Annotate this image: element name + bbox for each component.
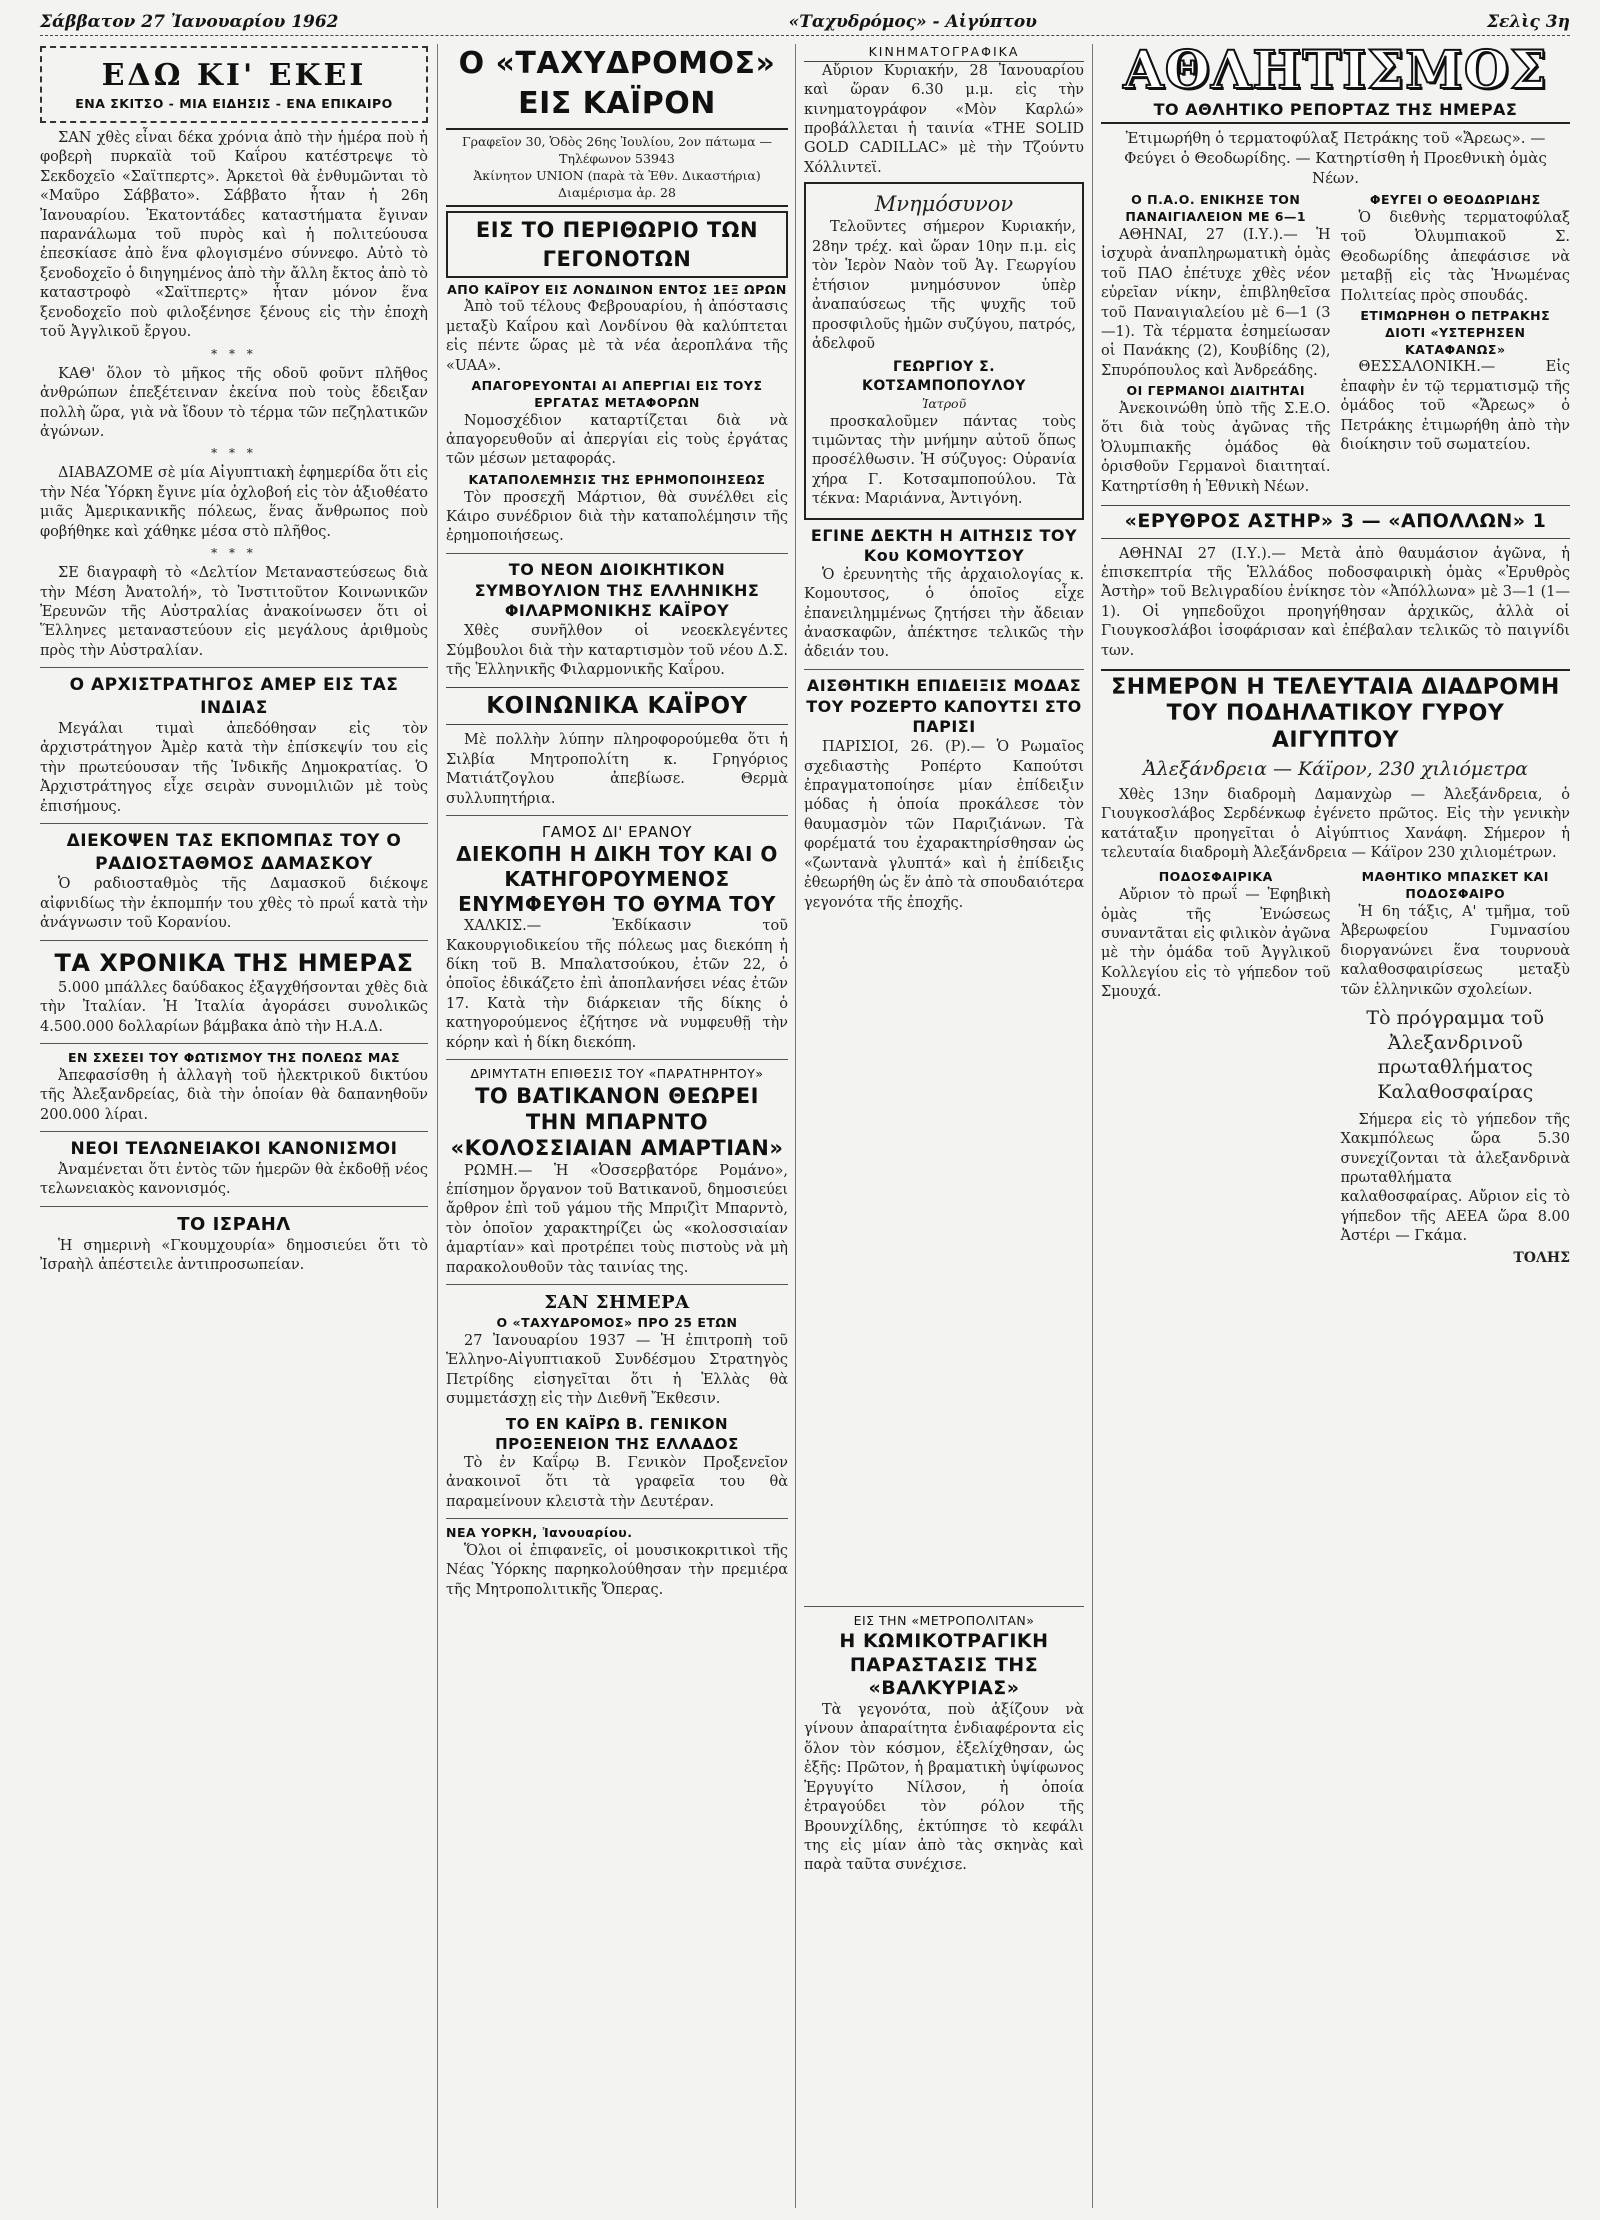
- headline-radio: ΔΙΕΚΟΨΕΝ ΤΑΣ ΕΚΠΟΜΠΑΣ ΤΟΥ Ο ΡΑΔΙΟΣΤΑΘΜΟΣ ΔΑΜΑΣΚΟΥ: [66, 830, 402, 874]
- headline-kinimatografika: ΚΙΝΗΜΑΤΟΓΡΑΦΙΚΑ: [804, 44, 1084, 62]
- paragraph: Αὔριον τὸ πρωΐ — Ἐφηβικὴ ὁμὰς τῆς Ἑνώσεως συναντᾶται εἰς φιλικὸν ἀγῶνα μὲ τὴν ὁμάδα τοῦ Ἀγγλικοῦ Κολλεγίου εἰς τὸ γήπεδον τοῦ Σμουχά.: [1101, 887, 1331, 1001]
- paragraph: Ὁ ραδιοσταθμὸς τῆς Δαμασκοῦ διέκοψε αἰφνιδίως τὴν ἐκπομπήν του χθὲς τὸ πρωΐ κατὰ τὴν ἀνάγνωσιν τοῦ Κορανίου.: [40, 876, 428, 932]
- paragraph: Τὰ γεγονότα, ποὺ ἀξίζουν νὰ γίνουν ἀπαραίτητα ἐνδιαφέροντα εἰς ὅλον τὸν κόσμον, ἐξελίχθησαν, ὡς ἑξῆς: Πρῶτον, ἡ βραματικὴ ὑψίφωνος Ἐργυγίτο Νίλσον, ἡ ὁποία ἐτραγούδει τὸν ρόλον τῆς Βρουνχίλδης, ἐκτύπησε τὸ κεφάλι της εἰς μίαν ἀπὸ τὰς σκηνὰς καὶ παρὰ ταῦτα συνέχισε.: [804, 1702, 1084, 1874]
- paragraph: ΣΑΝ χθὲς εἶναι δέκα χρόνια ἀπὸ τὴν ἡμέρα ποὺ ἡ φοβερὴ πυρκαϊὰ τοῦ Καΐρου κατέστρεψε τὸ Σεκδοχεῖο «Σαϊτπερτς». Ἀρκετοὶ θὰ ἐνθυμῶνται τὸ «Μαῦρο Σάββατο». Σάββατο ἦταν ἡ 26η Ἰανουαρίου. Ἐκατοντάδες καταστήματα ἔγιναν παρανάλωμα τοῦ πυρὸς καὶ ἡ πολιτεύουσα ἐπεσκίασε ἀπὸ ἕνα φλογισμένο σύννεφο. Αὐτὸ τὸ ξενοδοχεῖο ὁ διηγημένος ἀπὸ τὴν ἄλλη ἔκτος ἀπὸ τὸ καταστροφὸ «Σαϊτπερτς» ἦταν μόνον ἕνα ξενοδοχεῖο ποὺ φιλοξένησε ξένους εἰς τὴν ἐποχὴ τοῦ Ἀγγλικοῦ ἔργου.: [40, 129, 428, 341]
- divider: [40, 823, 428, 824]
- headline-pao: Ο Π.Α.Ο. ΕΝΙΚΗΣΕ ΤΟΝ ΠΑΝΑΙΓΙΑΛΕΙΟΝ ΜΕ 6—1: [1125, 192, 1307, 225]
- divider: [40, 1206, 428, 1207]
- header-page: Σελὶς 3η: [1487, 11, 1570, 32]
- subhead-cycling-route: Ἀλεξάνδρεια — Κάϊρον, 230 χιλιόμετρα: [1143, 758, 1528, 781]
- paragraph: Τὸν προσεχῆ Μάρτιον, θὰ συνέλθει εἰς Κάιρο συνέδριον διὰ τὴν καταπολέμησιν τῆς ἐρημοποιήσεως.: [446, 489, 788, 545]
- subhead-25-years: Ο «ΤΑΧΥΔΡΟΜΟΣ» ΠΡΟ 25 ΕΤΩΝ: [496, 1315, 738, 1331]
- sports-subtitle: ΤΟ ΑΘΛΗΤΙΚΟ ΡΕΠΟΡΤΑΖ ΤΗΣ ΗΜΕΡΑΣ: [1101, 99, 1570, 124]
- headline-programme: Τὸ πρόγραμμα τοῦ Ἀλεξανδρινοῦ πρωταθλήματος Καλαθοσφαίρας: [1366, 1006, 1545, 1104]
- column-4: [1101, 44, 1570, 2208]
- paragraph: Ἀπὸ τοῦ τέλους Φεβρουαρίου, ἡ ἀπόστασις μεταξὺ Καΐρου καὶ Λονδίνου θὰ καλύπτεται εἰς πέντε ὥρας μὲ τὰ νέα ἀεροπλάνα τῆς «UAA».: [446, 299, 788, 374]
- headline-philharmonic: ΤΟ ΝΕΟΝ ΔΙΟΙΚΗΤΙΚΟΝ ΣΥΜΒΟΥΛΙΟΝ ΤΗΣ ΕΛΛΗΝΙΚΗΣ ΦΙΛΑΡΜΟΝΙΚΗΣ ΚΑΪΡΟΥ: [474, 559, 760, 621]
- headline-diki: ΔΙΕΚΟΠΗ Η ΔΙΚΗ ΤΟΥ ΚΑΙ Ο ΚΑΤΗΓΟΡΟΥΜΕΝΟΣ ΕΝΥΜΦΕΥΘΗ ΤΟ ΘΥΜΑ ΤΟΥ: [456, 842, 778, 917]
- paragraph: Ὁ ἐρευνητὴς τῆς ἀρχαιολογίας κ. Κομουτσος, ὁ ὁποῖος εἶχε ἐπανειλημμένως ζητήσει τὴν ἄδειαν ἀνασκαφῶν, ἀπέκτησε τελικῶς τὴν ἀδειάν του.: [804, 566, 1084, 661]
- divider: [446, 1059, 788, 1060]
- sports-intro: Ἐτιμωρήθη ὁ τερματοφύλαξ Πετράκης τοῦ «Ἄρεως». — Φεύγει ὁ Θεοδωρίδης. — Κατηρτίσθη ἡ Προεθνικὴ ὁμὰς Νέων.: [1124, 129, 1547, 188]
- headline-san-simera: ΣΑΝ ΣΗΜΕΡΑ: [544, 1292, 690, 1314]
- banner-title: Ο «ΤΑΧΥΔΡΟΜΟΣ» ΕΙΣ ΚΑΪΡΟΝ: [446, 44, 788, 130]
- header-date: Σάββατον 27 Ἰανουαρίου 1962: [40, 11, 339, 32]
- divider: [446, 553, 788, 554]
- paragraph: Μὲ πολλὴν λύπην πληροφορούμεθα ὅτι ἡ Σιλβία Μητροπολίτη κ. Γρηγόριος Ματιάτζογλου ἀπεβίωσε. Θερμὰ συλλυπητήρια.: [446, 732, 788, 807]
- divider: [804, 669, 1084, 670]
- paragraph: ΣΕ διαγραφὴ τὸ «Δελτίον Μεταναστεύσεως διὰ τὴν Μέση Ἀνατολή», τὸ Ἰνστιτοῦτον Κοινωνικῶν Ἐρευνῶν τῆς Αὐστραλίας ἀνακοίνωσεν ὅτι οἱ Ἕλληνες μεταναστεύουν εἰς μεγάλους ἀριθμοὺς πρὸς τὴν Αὐστραλίαν.: [40, 565, 428, 659]
- dateline-new-york: ΝΕΑ ΥΟΡΚΗ, Ἰανουαρίου.: [446, 1525, 633, 1541]
- separator: * * *: [211, 546, 257, 561]
- address-line-2: Ἀκίνητον UNION (παρὰ τὰ Ἐθν. Δικαστήρια) Διαμέρισμα ἀρ. 28: [446, 168, 788, 208]
- metropolitan-article: [804, 1600, 1084, 2200]
- author-signature: ΤΟΛΗΣ: [1513, 1249, 1570, 1266]
- divider: [40, 1131, 428, 1132]
- headline-red-star: «ΕΡΥΘΡΟΣ ΑΣΤΗΡ» 3 — «ΑΠΟΛΛΩΝ» 1: [1101, 505, 1570, 538]
- paragraph: Ἀνεκοινώθη ὑπὸ τῆς Σ.Ε.Ο. ὅτι διὰ τοὺς ἀγῶνας τῆς Ὀλυμπιακῆς ὁμάδος θὰ ὁρισθοῦν Γερμανοὶ διαιτηταί. Κατηρτίσθη ἡ Ἐθνικὴ Νέων.: [1101, 400, 1331, 495]
- headline-vatican: ΤΟ ΒΑΤΙΚΑΝΟΝ ΘΕΩΡΕΙ ΤΗΝ ΜΠΑΡΝΤΟ «ΚΟΛΟΣΣΙΑΙΑΝ ΑΜΑΡΤΙΑΝ»: [450, 1083, 784, 1161]
- sports-left-subcolumn: [1101, 192, 1331, 499]
- paragraph: Ἡ σημερινὴ «Γκουμχουρία» δημοσιεύει ὅτι τὸ Ἰσραὴλ ἀπέστειλε ἀντιπροσωπείαν.: [40, 1237, 428, 1274]
- paragraph: 27 Ἰανουαρίου 1937 — Ἡ ἐπιτροπὴ τοῦ Ἑλληνο-Αἰγυπτιακοῦ Συνδέσμου Στρατηγὸς Πετρίδης εἰσηγεῖται ὅτι ἡ Ἑλλὰς θὰ συμμετάσχῃ εἰς τὴν Διεθνῆ Ἔκθεσιν.: [446, 1332, 788, 1408]
- box-title: ΕΔΩ ΚΙ' ΕΚΕΙ: [101, 58, 367, 93]
- headline-chronika: ΤΑ ΧΡΟΝΙΚΑ ΤΗΣ ΗΜΕΡΑΣ: [54, 948, 414, 977]
- subhead-desert: ΚΑΤΑΠΟΛΕΜΗΣΙΣ ΤΗΣ ΕΡΗΜΟΠΟΙΗΣΕΩΣ: [468, 471, 766, 487]
- headline-koinonika: ΚΟΙΝΩΝΙΚΑ ΚΑΪΡΟΥ: [446, 687, 788, 726]
- memorial-notice: [804, 182, 1084, 519]
- headline-telonia: ΝΕΟΙ ΤΕΛΩΝΕΙΑΚΟΙ ΚΑΝΟΝΙΣΜΟΙ: [70, 1139, 398, 1160]
- paragraph: Αὔριον Κυριακήν, 28 Ἰανουαρίου καὶ ὥραν 6.30 μ.μ. εἰς τὴν κινηματογράφον «Μὸν Καρλώ» προβάλλεται ἡ ταινία «THE SOLID GOLD CADILLAC» μὲ τὴν Τζούντυ Χόλλιντεϊ.: [804, 62, 1084, 176]
- headline-podosfairika: ΠΟΔΟΣΦΑΙΡΙΚΑ: [1158, 869, 1273, 885]
- headline-petrakis: ΕΤΙΜΩΡΗΘΗ Ο ΠΕΤΡΑΚΗΣ ΔΙΟΤΙ «ΥΣΤΕΡΗΣΕΝ ΚΑΤΑΦΑΝΩΣ»: [1360, 308, 1551, 357]
- headline-photismos: ΕΝ ΣΧΕΣΕΙ ΤΟΥ ΦΩΤΙΣΜΟΥ ΤΗΣ ΠΟΛΕΩΣ ΜΑΣ: [68, 1050, 400, 1066]
- subhead-london: ΑΠΟ ΚΑΪΡΟΥ ΕΙΣ ΛΟΝΔΙΝΟΝ ΕΝΤΟΣ 1ΕΞ ΩΡΩΝ: [447, 281, 787, 297]
- paragraph: ΠΑΡΙΣΙΟΙ, 26. (Ρ).— Ὁ Ρωμαῖος σχεδιαστὴς Ροπέρτο Καπούτσι ἐπραγματοποίησε μίαν ἐπίδειξιν μόδας ἡ ὁποία προκάλεσε τὸν θαυμασμὸν τῶν Παριζιάνων. Τὰ φορέματά του ἐχαρακτηρίσθησαν ὡς «ζωντανὰ γλυπτά» καὶ ἡ ἐπίδειξις ἐθεωρήθη ὡς ἕν ἀπὸ τὰ σπουδαιότερα γεγονότα τῆς ἐποχῆς.: [804, 739, 1084, 911]
- paragraph: Χθὲς συνῆλθον οἱ νεοεκλεγέντες Σύμβουλοι διὰ τὴν καταρτισμὸν τοῦ νέου Δ.Σ. τῆς Ἑλληνικῆς Φιλαρμονικῆς Καΐρου.: [446, 623, 788, 679]
- paragraph: Μεγάλαι τιμαὶ ἀπεδόθησαν εἰς τὸν ἀρχιστράτηγον Ἀμὲρ κατὰ τὴν ἐπίσκεψίν του εἰς τὴν πρωτεύουσαν τῆς Ἰνδικῆς Δημοκρατίας. Ὁ Ἀρχιστράτηγος εἶχε σειρὰν συνομιλιῶν μὲ τοὺς ἐπισήμους.: [40, 720, 428, 815]
- divider: [804, 1606, 1084, 1607]
- headline-germans: ΟΙ ΓΕΡΜΑΝΟΙ ΔΙΑΙΤΗΤΑΙ: [1126, 383, 1305, 399]
- headline-perithorio: ΕΙΣ ΤΟ ΠΕΡΙΘΩΡΙΟ ΤΩΝ ΓΕΓΟΝΟΤΩΝ: [446, 211, 788, 277]
- separator: * * *: [211, 446, 257, 461]
- divider: [446, 815, 788, 816]
- paragraph: ΘΕΣΣΑΛΟΝΙΚΗ.— Εἰς ἐπαφὴν ἐν τῷ τερματισμῷ τῆς ὁμάδος τοῦ «Ἄρεως» ὁ Πετράκης ἐτιμωρήθη ἀπὸ τὴν διοίκησιν τοῦ σωματείου.: [1340, 359, 1570, 454]
- address-line-1: Γραφεῖον 30, Ὁδὸς 26ης Ἰουλίου, 2ον πάτωμα — Τηλέφωνον 53943: [461, 134, 773, 167]
- divider: [40, 667, 428, 668]
- column-rule: [437, 44, 438, 2208]
- paragraph: Ἀπεφασίσθη ἡ ἀλλαγὴ τοῦ ἠλεκτρικοῦ δικτύου τῆς Ἀλεξανδρείας, διὰ τὴν ὁποίαν θὰ δαπανηθοῦν 200.000 λίραι.: [40, 1067, 428, 1123]
- sports-lower-right: [1341, 869, 1571, 1267]
- paragraph: Τὸ ἐν Καΐρῳ Β. Γενικὸν Προξενεῖον ἀνακοινοῖ ὅτι τὰ γραφεῖα του θὰ παραμείνουν κλειστὰ τὴν Δευτέραν.: [446, 1454, 788, 1510]
- paragraph: Ὁ διεθνὴς τερματοφύλαξ τοῦ Ὀλυμπιακοῦ Σ. Θεοδωρίδης ἀπεφάσισε νὰ μεταβῇ εἰς τὰς Ἠνωμένας Πολιτείας πρὸς σπουδάς.: [1340, 210, 1570, 304]
- column-rule: [795, 44, 796, 2208]
- paragraph: Ὅλοι οἱ ἐπιφανεῖς, οἱ μουσικοκριτικοὶ τῆς Νέας Ὑόρκης παρηκολούθησαν τὴν πρεμιέρα τῆς Μητροπολιτικῆς Ὄπερας.: [446, 1542, 788, 1598]
- column-rule: [1092, 44, 1093, 2208]
- box-subtitle: ΕΝΑ ΣΚΙΤΣΟ - ΜΙΑ ΕΙΔΗΣΙΣ - ΕΝΑ ΕΠΙΚΑΙΡΟ: [75, 96, 393, 112]
- kicker-paratiritis: ΔΡΙΜΥΤΑΤΗ ΕΠΙΘΕΣΙΣ ΤΟΥ «ΠΑΡΑΤΗΡΗΤΟΥ»: [470, 1066, 764, 1082]
- paragraph: Νομοσχέδιον καταρτίζεται διὰ νὰ ἀπαγορευθοῦν αἱ ἀπεργίαι εἰς τοὺς ἐργάτας τῶν μέσων μεταφοράς.: [446, 412, 788, 468]
- headline-komoutsos: ΕΓΙΝΕ ΔΕΚΤΗ Η ΑΙΤΗΣΙΣ ΤΟΥ Κου ΚΟΜΟΥΤΣΟΥ: [810, 525, 1078, 565]
- paragraph: Τελοῦντες σήμερον Κυριακήν, 28ην τρέχ. καὶ ὥραν 10ην π.μ. εἰς τὸν Ἱερὸν Ναὸν τοῦ Ἁγ. Γεωργίου ἐτήσιον μνημόσυνον ὑπὲρ ἀναπαύσεως τῆς ψυχῆς τοῦ προσφιλοῦς ἡμῶν συζύγου, πατρός, ἀδελφοῦ: [812, 219, 1076, 352]
- paragraph: ΧΑΛΚΙΣ.— Ἐκδίκασιν τοῦ Κακουργιοδικείου τῆς πόλεως μας διεκόπη ἡ δίκη τοῦ Β. Μπαλατσούκου, ἐτῶν 22, ὁ ὁποῖος ἐδικάζετο ἐπὶ ἀποπλανήσει νέας ἐτῶν 17. Κατὰ τὴν διάρκειαν τῆς δίκης ὁ κατηγορούμενος ἐζήτησε νὰ νυμφευθῇ τὴν κόρην καὶ ἡ δίκη διεκόπη.: [446, 918, 788, 1051]
- memorial-name: ΓΕΩΡΓΙΟΥ Σ. ΚΟΤΣΑΜΠΟΠΟΥΛΟΥ: [862, 359, 1026, 395]
- kicker-metropolitan: ΕΙΣ ΤΗΝ «ΜΕΤΡΟΠΟΛΙΤΑΝ»: [853, 1613, 1035, 1628]
- paragraph: 5.000 μπάλλες δαύδακος ἐξαγχθήσονται χθὲς διὰ τὴν Ἰταλίαν. Ἡ Ἰταλία ἀγοράσει συνολικῶς 4.500.000 δολλαρίων βάμβακα ἀπὸ τὴν Η.Α.Δ.: [40, 979, 428, 1035]
- headline-archistrategos: Ο ΑΡΧΙΣΤΡΑΤΗΓΟΣ ΑΜΕΡ ΕΙΣ ΤΑΣ ΙΝΔΙΑΣ: [69, 675, 399, 719]
- headline-israel: ΤΟ ΙΣΡΑΗΛ: [177, 1213, 291, 1235]
- paragraph: ΑΘΗΝΑΙ, 27 (Ι.Υ.).— Ἡ ἰσχυρὰ ἀναπληρωματικὴ ὁμὰς τοῦ ΠΑΟ ἐπέτυχε χθὲς νέον εὐρεῖαν νίκην, ἐπιβληθεῖσα τοῦ Παναιγιαλείου μὲ 6—1 (3—1). Τὰ τέρματα ἐσημείωσαν οἱ Πανάκης (2), Κουβίδης (2), Σπυρόπουλος καὶ Ἀνδρεάδης.: [1101, 226, 1331, 379]
- column-1: [40, 44, 428, 2208]
- header-paper: «Ταχυδρόμος» - Αἰγύπτου: [788, 11, 1037, 32]
- page-header: [40, 8, 1570, 36]
- paragraph: ΔΙΑΒΑΖΟΜΕ σὲ μία Αἰγυπτιακὴ ἐφημερίδα ὅτι εἰς τὴν Νέα Ὑόρκη ἔγινε μία ὀχλοβοή εἰς τὸν ἀξιοθέατο μιᾶς Ἀμερικανικῆς πόλεως, ἕνας ἄνθρωπος ποὺ φοβήθηκε καὶ χάθηκε μέσα στὸ πλῆθος.: [40, 465, 428, 540]
- headline-cycling: ΣΗΜΕΡΟΝ Η ΤΕΛΕΥΤΑΙΑ ΔΙΑΔΡΟΜΗ ΤΟΥ ΠΟΔΗΛΑΤΙΚΟΥ ΓΥΡΟΥ ΑΙΓΥΠΤΟΥ: [1101, 669, 1570, 754]
- divider: [446, 1284, 788, 1285]
- headline-basket: ΜΑΘΗΤΙΚΟ ΜΠΑΣΚΕΤ ΚΑΙ ΠΟΔΟΣΦΑΙΡΟ: [1361, 869, 1549, 902]
- paragraph: προσκαλοῦμεν πάντας τοὺς τιμῶντας τὴν μνήμην αὐτοῦ ὅπως προσέλθωσιν. Ἡ σύζυγος: Οὐρανία χήρα Γ. Κοτσαμποπούλου. Τὰ τέκνα: Μαριάννα, Ἀντιγόνη.: [812, 413, 1076, 508]
- paragraph: Ἡ 6η τάξις, Α' τμῆμα, τοῦ Ἀβερωφείου Γυμνασίου διοργανώνει ἕνα τουρνουὰ καλαθοσφαιρίσεως μεταξὺ τῶν ἑλληνικῶν σχολείων.: [1340, 903, 1570, 998]
- paragraph: ΑΘΗΝΑΙ 27 (Ι.Υ.).— Μετὰ ἀπὸ θαυμάσιον ἀγῶνα, ἡ ἐπισκεπτρία τῆς Ἑλλάδος ποδοσφαιρικὴ ὁμὰς «Ἐρυθρὸς Ἀστὴρ» τοῦ Βελιγραδίου ἐνίκησε τὸν «Ἀπόλλωνα» μὲ 3—1 (1—1). Οἱ γηπεδοῦχοι προηγήθησαν ἀρχικῶς, ἀλλὰ οἱ Γιουγκοσλάβοι ἰσοφάρισαν καὶ ἐπέβαλαν τελικῶς τὸ παιγνίδι των.: [1101, 545, 1570, 659]
- divider: [40, 1043, 428, 1044]
- sports-right-subcolumn: [1341, 192, 1571, 499]
- column-2: [446, 44, 788, 2208]
- paragraph: Σήμερα εἰς τὸ γήπεδον τῆς Χακμπόλεως ὥρα 5.30 συνεχίζονται τὰ ἀλεξανδρινὰ πρωταθλήματα καλαθοσφαίρας. Αὔριον εἰς τὸ γήπεδον τῆς ΑΕΕΑ ὥρα 8.00 Ἀστέρι — Γκάμα.: [1340, 1111, 1570, 1245]
- headline-proxeneio: ΤΟ ΕΝ ΚΑΪΡΩ Β. ΓΕΝΙΚΟΝ ΠΡΟΞΕΝΕΙΟΝ ΤΗΣ ΕΛΛΑΔΟΣ: [495, 1414, 739, 1453]
- separator: * * *: [211, 346, 257, 361]
- divider: [446, 1518, 788, 1519]
- memorial-role: Ἰατροῦ: [921, 395, 967, 411]
- headline-valkyrie: Η ΚΩΜΙΚΟΤΡΑΓΙΚΗ ΠΑΡΑΣΤΑΣΙΣ ΤΗΣ «ΒΑΛΚΥΡΙΑΣ»: [839, 1629, 1049, 1700]
- sports-lower-left: [1101, 869, 1331, 1267]
- paragraph: Χθὲς 13ην διαδρομὴ Δαμανχὼρ — Ἀλεξάνδρεια, ὁ Γιουγκοσλάβος Σερδένκωφ ἐγένετο πρῶτος. Εἰς τὴν γενικὴν κατάταξιν προηγεῖται ὁ Αἰγύπτιος Χανάφη. Σήμερον ἡ τελευταία διαδρομὴ Ἀλεξάνδρεια — Κάϊρον 230 χιλιομέτρων.: [1101, 786, 1570, 861]
- sports-masthead: ΑΘΛΗΤΙΣΜΟΣ: [1123, 44, 1548, 101]
- memorial-heading: Μνημόσυνον: [874, 192, 1014, 217]
- divider: [40, 940, 428, 941]
- paragraph: ΚΑΘ' ὅλον τὸ μῆκος τῆς οδοῦ φοῦντ πλῆθος ἀνθρώπων ἐπεξέτειναν ἐκείνα ποὺ τοὺς ἔδειξαν πολλὴ ὥρα, γιὰ νὰ ἴδουν τὸ τέρμα τῶν πεζηλατικῶν ἀγώνων.: [40, 365, 428, 440]
- kicker-gamos: ΓΑΜΟΣ ΔΙ' ΕΡΑΝΟΥ: [541, 823, 693, 841]
- paragraph: Ἀναμένεται ὅτι ἐντὸς τῶν ἡμερῶν θὰ ἐκδοθῇ νέος τελωνειακὸς κανονισμός.: [40, 1161, 428, 1198]
- headline-theodoridis: ΦΕΥΓΕΙ Ο ΘΕΟΔΩΡΙΔΗΣ: [1369, 192, 1541, 208]
- headline-fashion: ΑΙΣΘΗΤΙΚΗ ΕΠΙΔΕΙΞΙΣ ΜΟΔΑΣ ΤΟΥ ΡΟΖΕΡΤΟ ΚΑΠΟΥΤΣΙ ΣΤΟ ΠΑΡΙΣΙ: [806, 675, 1082, 737]
- paragraph: ΡΩΜΗ.— Ἡ «Ὀσσερβατόρε Ρομάνο», ἐπίσημον ὄργανον τοῦ Βατικανοῦ, δημοσιεύει ἄρθρον ἐπὶ τοῦ γάμου τῆς Μπριζὶτ Μπαρντὸ, τὸν ὁποῖον χαρακτηρίζει ὡς «κολοσσιαίαν ἁμαρτίαν» καὶ προτρέπει τοὺς πιστοὺς νὰ μὴ παρακολουθοῦν τὰς ταινίας της.: [446, 1162, 788, 1276]
- subhead-strikes: ΑΠΑΓΟΡΕΥΟΝΤΑΙ ΑΙ ΑΠΕΡΓΙΑΙ ΕΙΣ ΤΟΥΣ ΕΡΓΑΤΑΣ ΜΕΤΑΦΟΡΩΝ: [471, 378, 763, 410]
